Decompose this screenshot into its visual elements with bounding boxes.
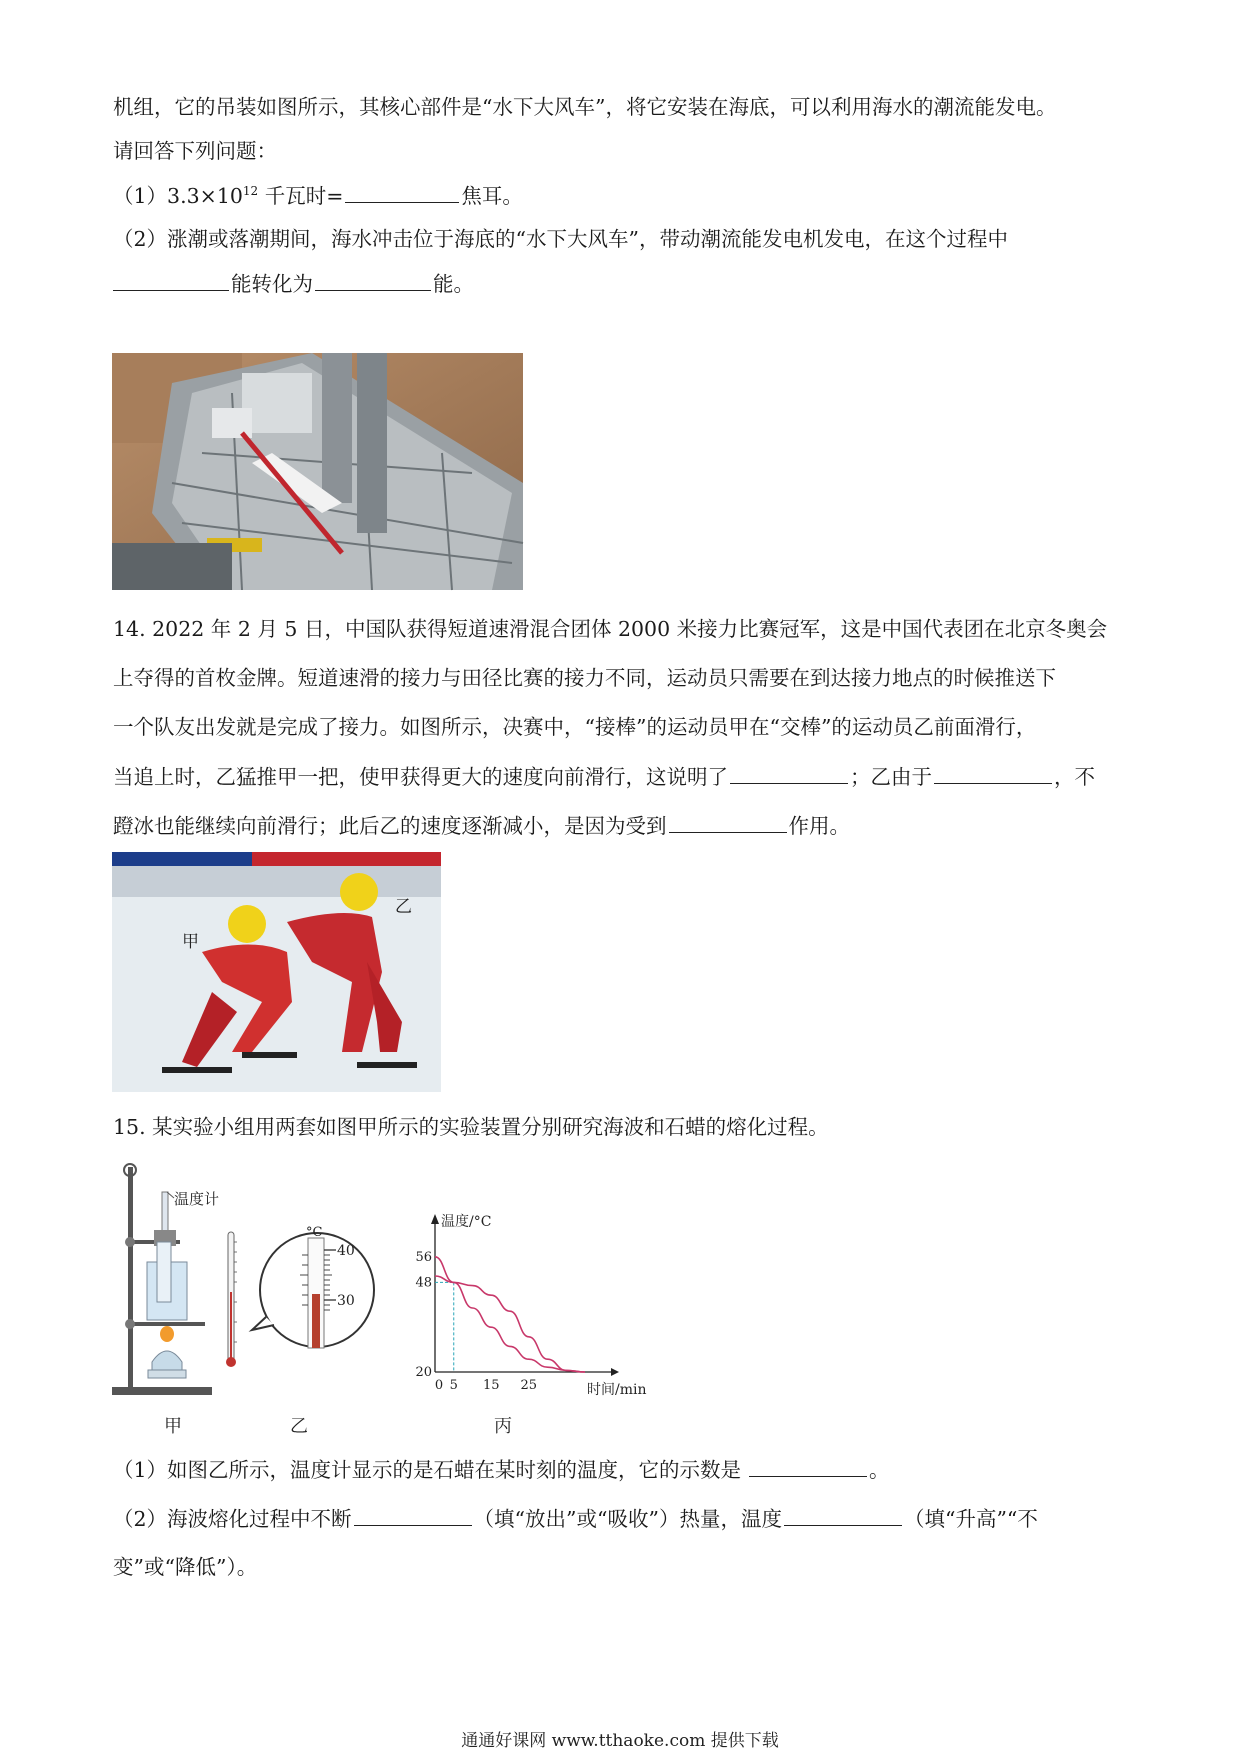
answer-blank[interactable] <box>345 180 459 203</box>
q13-part2-line-1: （2）涨潮或落潮期间，海水冲击位于海底的“水下大风车”，带动潮流能发电机发电，在这个过程中 <box>113 227 1009 251</box>
q14-text-line-1: 14. 2022 年 2 月 5 日，中国队获得短道速滑混合团体 2000 米接力比赛冠军，这是中国代表团在北京冬奥会 <box>113 617 1108 641</box>
q13-part1 <box>113 180 523 211</box>
answer-blank[interactable] <box>749 1454 867 1477</box>
footer: 通通好课网 www.tthaoke.com 提供下载 <box>461 1731 779 1751</box>
q13-text-line-2: 请回答下列问题： <box>113 139 277 163</box>
x-tick-label: 25 <box>520 1378 538 1393</box>
series-line-curve-a <box>435 1257 585 1372</box>
speed-skating-photo <box>112 852 441 1092</box>
answer-blank[interactable] <box>784 1503 902 1526</box>
answer-blank[interactable] <box>730 761 848 784</box>
q14-l4-a: 当追上时，乙猛推甲一把，使甲获得更大的速度向前滑行，这说明了 <box>113 765 728 789</box>
q15-part2-line-1 <box>113 1503 1038 1534</box>
caption-jia: 甲 <box>164 1416 182 1437</box>
y-axis-label: 温度/°C <box>441 1214 492 1230</box>
caption-yi: 乙 <box>290 1416 308 1437</box>
q14-text-line-3: 一个队友出发就是完成了接力。如图所示，决赛中，“接棒”的运动员甲在“交棒”的运动员乙前面滑行， <box>113 715 1037 739</box>
q13-text-line-1: 机组，它的吊装如图所示，其核心部件是“水下大风车”，将它安装在海底，可以利用海水的潮流能发电。 <box>113 95 1057 119</box>
q13-p1-prefix: （1）3.3×10 <box>113 184 243 208</box>
q14-l5-a: 蹬冰也能继续向前滑行；此后乙的速度逐渐减小，是因为受到 <box>113 814 667 838</box>
q15-p1-b: 。 <box>869 1458 890 1482</box>
q14-text-line-2: 上夺得的首枚金牌。短道速滑的接力与田径比赛的接力不同，运动员只需要在到达接力地点的时候推送下 <box>113 666 1056 690</box>
y-axis-arrow <box>431 1214 439 1224</box>
q13-p2-suffix: 能。 <box>433 272 474 296</box>
answer-blank[interactable] <box>934 761 1052 784</box>
series-line-curve-b <box>435 1276 585 1372</box>
x-tick-label: 15 <box>482 1378 500 1393</box>
q15-p2-c: （填“升高”“不 <box>903 1507 1038 1531</box>
q13-part2-line-2 <box>113 268 474 299</box>
q13-p1-mid: 千瓦时= <box>258 184 344 208</box>
apparatus-figure <box>112 1162 232 1400</box>
y-tick-label: 48 <box>415 1275 432 1291</box>
caption-bing: 丙 <box>494 1416 512 1437</box>
q13-p2-mid: 能转化为 <box>231 272 313 296</box>
q14-text-line-4 <box>113 761 1095 792</box>
answer-blank[interactable] <box>315 268 431 291</box>
x-axis-arrow <box>611 1368 619 1376</box>
q15-p2-b: （填“放出”或“吸收”）热量，温度 <box>473 1507 782 1531</box>
x-tick-label: 0 <box>434 1378 444 1393</box>
label-jia: 甲 <box>182 932 199 952</box>
tidal-turbine-photo <box>112 353 523 590</box>
temperature-chart <box>400 1212 647 1412</box>
thermo-tick-40: 40 <box>337 1243 355 1259</box>
q15-p2-a: （2）海波熔化过程中不断 <box>113 1507 352 1531</box>
q14-l4-c: ，不 <box>1054 765 1095 789</box>
thermometer-figure <box>224 1222 384 1382</box>
q15-part2-line-2: 变”或“降低”）。 <box>113 1555 258 1579</box>
q14-l4-b: ；乙由于 <box>850 765 932 789</box>
answer-blank[interactable] <box>669 810 787 833</box>
y-tick-label: 20 <box>415 1365 432 1380</box>
thermo-unit: °C <box>306 1225 323 1240</box>
thermo-tick-30: 30 <box>337 1293 355 1309</box>
q14-l5-b: 作用。 <box>788 814 850 838</box>
thermometer-label: 温度计 <box>174 1190 220 1208</box>
x-tick-label: 5 <box>449 1378 458 1393</box>
q15-part1 <box>113 1454 890 1485</box>
q14-text-line-5 <box>113 810 850 841</box>
q13-p1-suffix: 焦耳。 <box>461 184 523 208</box>
q15-p1-a: （1）如图乙所示，温度计显示的是石蜡在某时刻的温度，它的示数是 <box>113 1458 742 1482</box>
q13-p1-exponent: 12 <box>242 184 259 198</box>
answer-blank[interactable] <box>113 268 229 291</box>
label-yi: 乙 <box>395 897 412 917</box>
y-tick-label: 56 <box>415 1249 432 1265</box>
answer-blank[interactable] <box>354 1503 472 1526</box>
x-axis-label: 时间/min <box>587 1382 647 1398</box>
q15-intro: 15. 某实验小组用两套如图甲所示的实验装置分别研究海波和石蜡的熔化过程。 <box>113 1115 829 1139</box>
